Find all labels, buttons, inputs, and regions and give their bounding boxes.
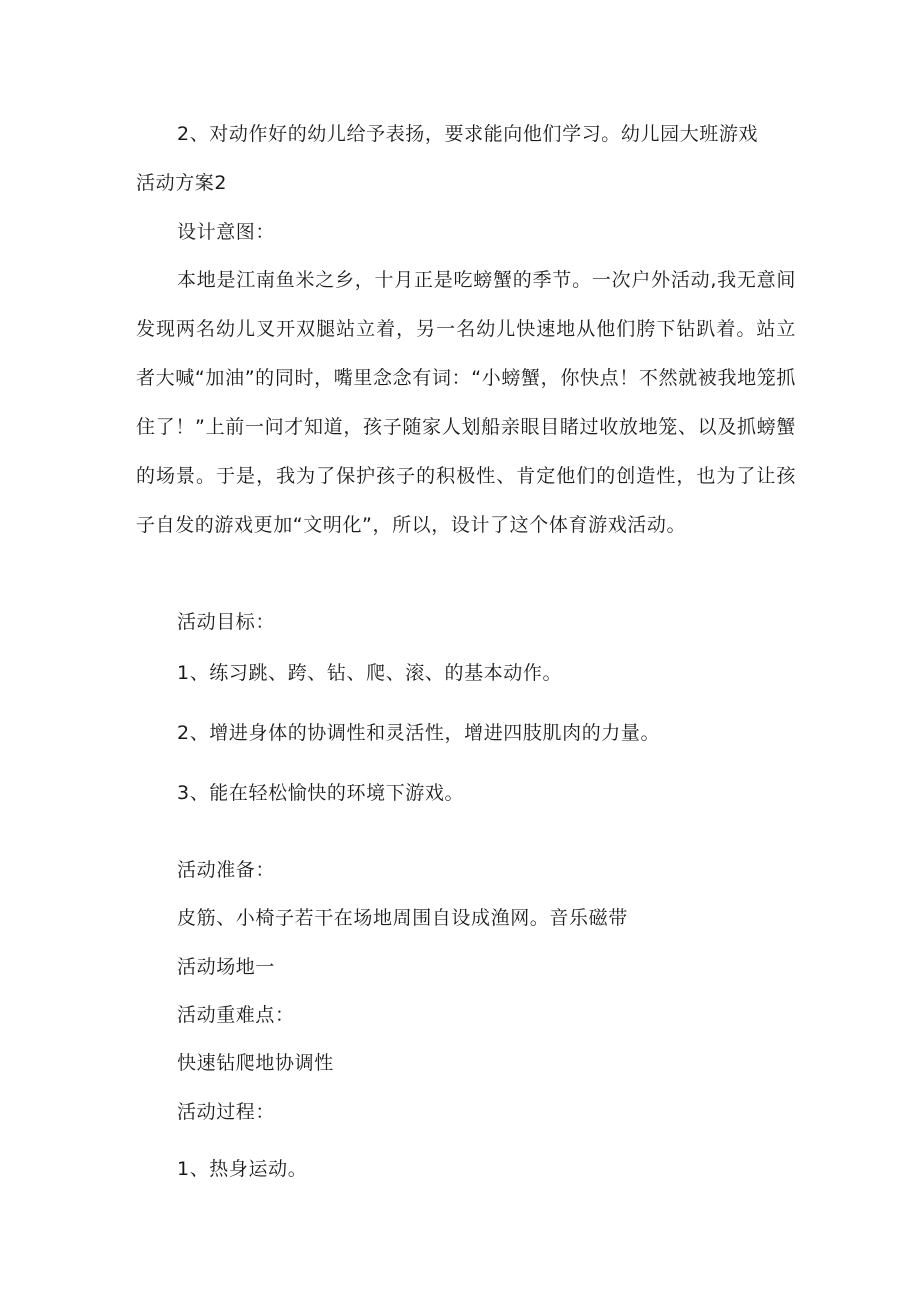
goals-heading: 活动目标： [177, 611, 276, 633]
prep-heading: 活动准备： [177, 859, 276, 881]
section-title: 活动方案2 [136, 172, 228, 194]
prep-text: 皮筋、小椅子若干在场地周围自设成渔网。音乐磁带 [177, 907, 628, 929]
process-step-1: 1、热身运动。 [177, 1158, 308, 1180]
goal-item-1: 1、练习跳、跨、钻、爬、滚、的基本动作。 [177, 662, 563, 684]
key-text: 快速钻爬地协调性 [177, 1052, 334, 1074]
key-heading: 活动重难点： [177, 1004, 295, 1026]
design-heading: 设计意图： [177, 221, 276, 243]
design-paragraph: 本地是江南鱼米之乡，十月正是吃螃蟹的季节。一次户外活动,我无意间发现两名幼儿叉开双腿站立着，另一名幼儿快速地从他们胯下钻趴着。站立者大喊“加油”的同时，嘴里念念有词：“小螃蟹，你快点！不然就被我地笼抓住了！”上前一问才知道，孩子随家人划船亲眼目睹过收放地笼、以及抓螃蟹的场景。于是，我为了保护孩子的积极性、肯定他们的创造性，也为了让孩子自发的游戏更加“文明化”，所以，设计了这个体育游戏活动。 [136, 269, 796, 536]
list-item-praise: 2、对动作好的幼儿给予表扬，要求能向他们学习。幼儿园大班游戏 [177, 123, 759, 145]
venue-text: 活动场地一 [177, 956, 276, 978]
process-heading: 活动过程： [177, 1101, 276, 1123]
goal-item-2: 2、增进身体的协调性和灵活性，增进四肢肌肉的力量。 [177, 722, 661, 744]
goal-item-3: 3、能在轻松愉快的环境下游戏。 [177, 782, 465, 804]
